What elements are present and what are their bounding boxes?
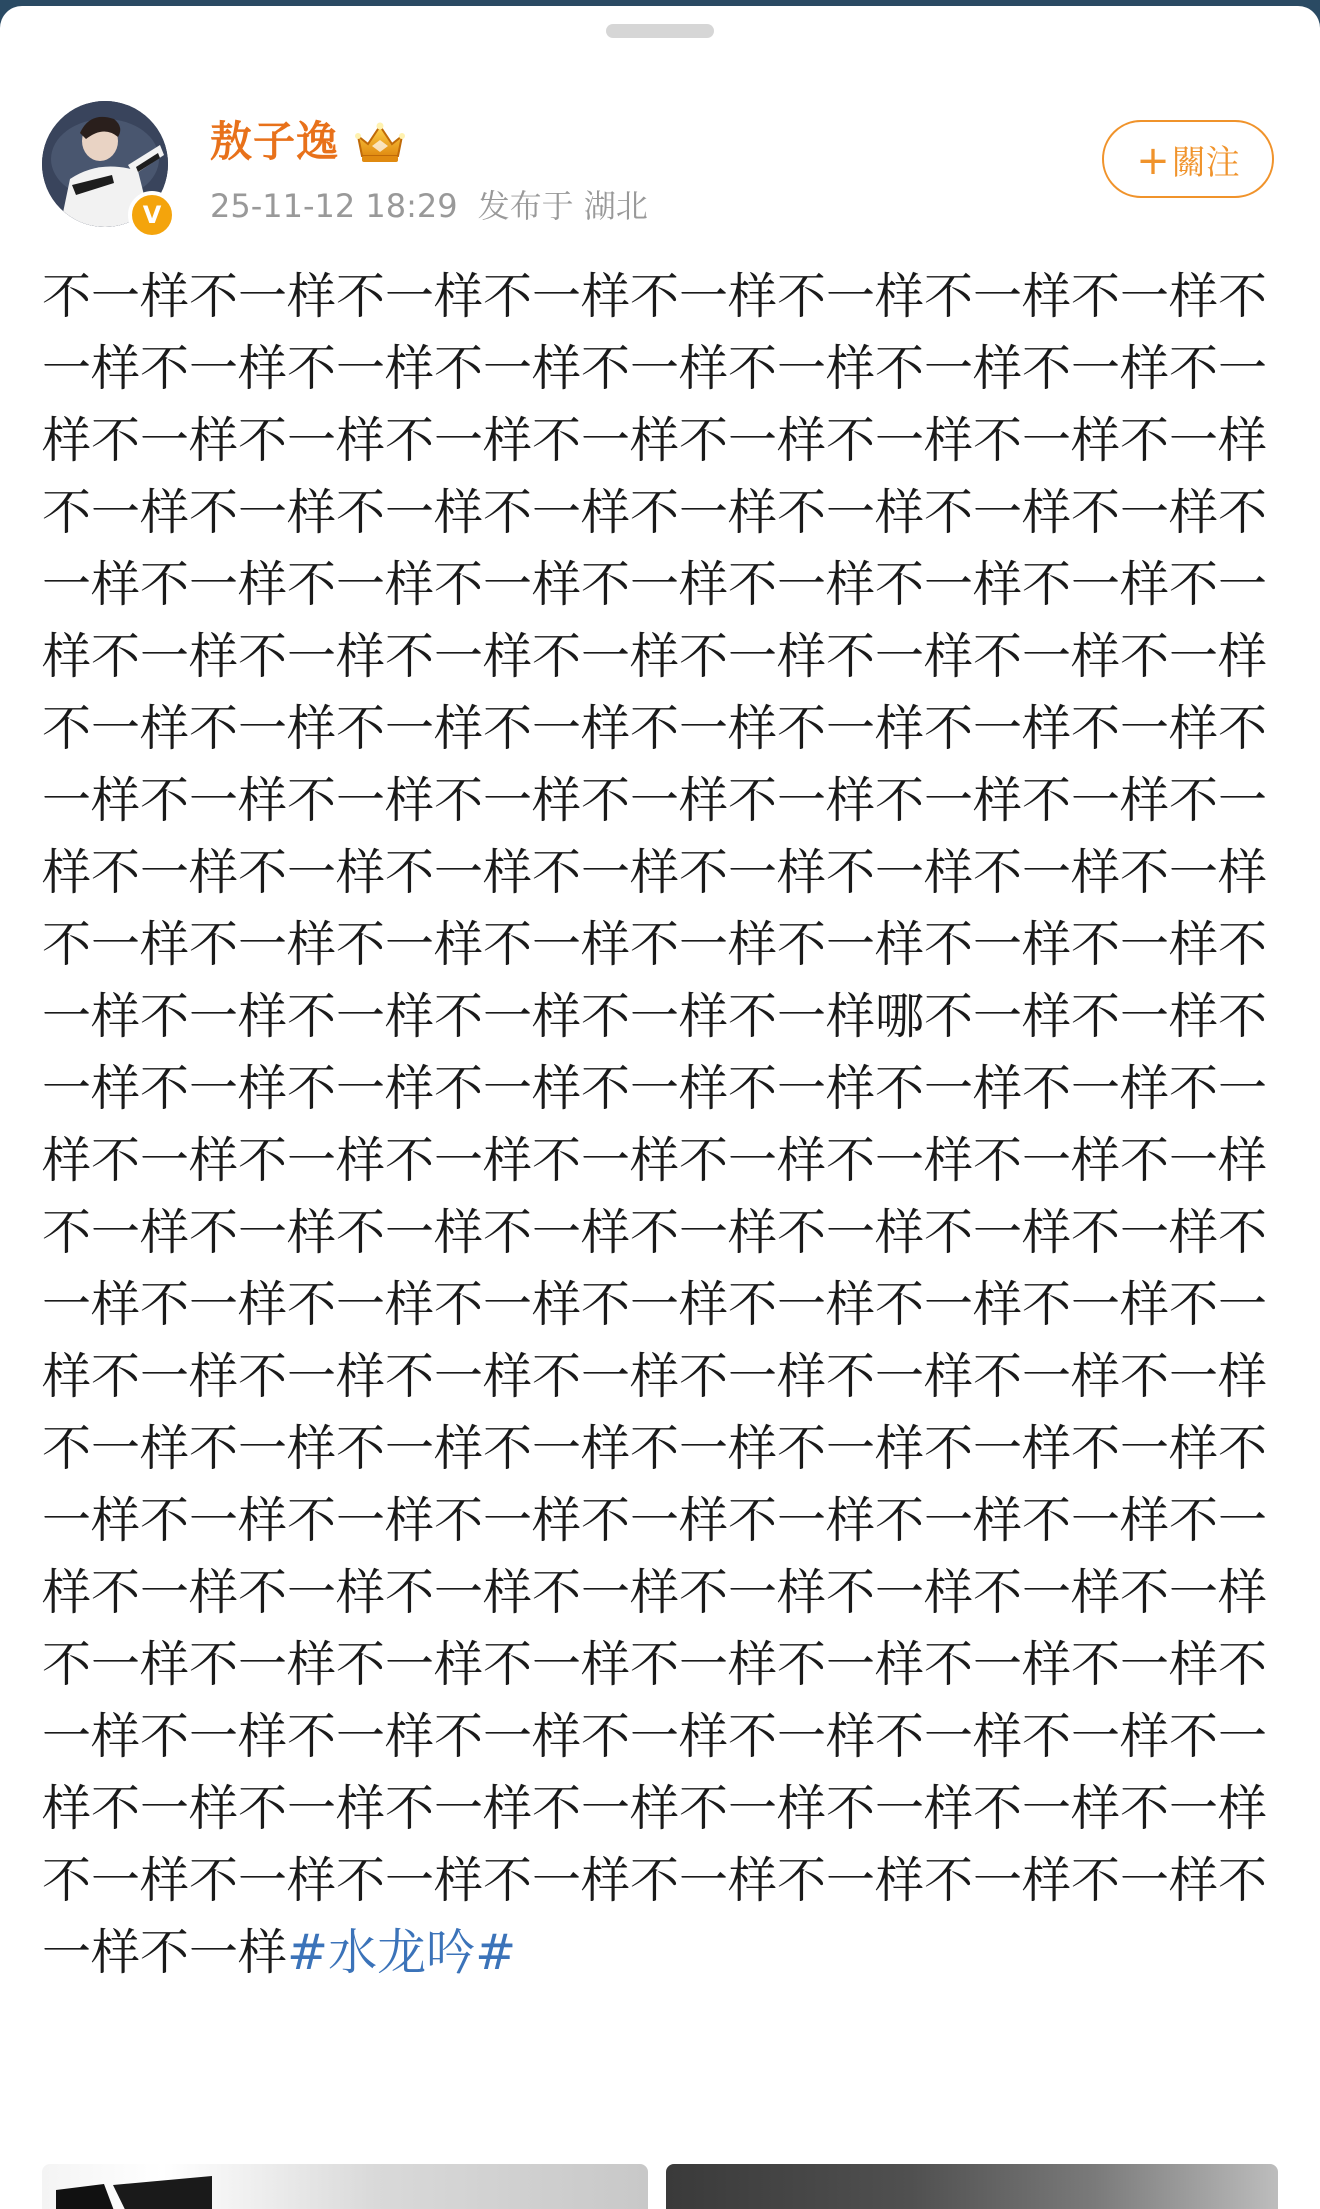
sheet-grabber-handle[interactable] [606, 24, 714, 38]
hashtag-link[interactable]: #水龙吟# [287, 1924, 517, 1981]
verified-badge: V [128, 191, 176, 239]
post-meta [210, 184, 648, 228]
post-body-text: 不一样不一样不一样不一样不一样不一样不一样不一样不一样不一样不一样不一样不一样不一样不一样不一样不一样不一样不一样不一样不一样不一样不一样不一样不一样不一样不一样不一样不一样不一样不一样不一样不一样不一样不一样不一样不一样不一样不一样不一样不一样不一样不一样不一样不一样不一样不一样不一样不一样不一样不一样不一样不一样不一样不一样不一样不一样不一样不一样不一样不一样不一样不一样不一样不一样不一样不一样不一样不一样不一样不一样不一样不一样不一样不一样不一样不一样不一样不一样不一样不一样不一样不一样不一样不一样不一样不一样不一样不一样哪不一样不一样不一样不一样不一样不一样不一样不一样不一样不一样不一样不一样不一样不一样不一样不一样不一样不一样不一样不一样不一样不一样不一样不一样不一样不一样不一样不一样不一样不一样不一样不一样不一样不一样不一样不一样不一样不一样不一样不一样不一样不一样不一样不一样不一样不一样不一样不一样不一样不一样不一样不一样不一样不一样不一样不一样不一样不一样不一样不一样不一样不一样不一样不一样不一样不一样不一样不一样不一样不一样不一样不一样不一样不一样不一样不一样不一样不一样不一样不一样不一样不一样不一样不一样不一样不一样不一样不一样不一样不一样不一样不一样不一样不一样不一样不一样不一样不一样不一样不一样不一样不一样不一样不一样 [42, 268, 1268, 1981]
follow-label: 關注 [1171, 143, 1240, 183]
follow-button[interactable] [1102, 120, 1274, 198]
crown-icon[interactable] [352, 118, 408, 166]
username[interactable]: 敖子逸 [210, 117, 340, 166]
post-sheet [0, 6, 1320, 2209]
post-timestamp: 25-11-12 18:29 [210, 187, 458, 225]
post-body [42, 261, 1268, 1989]
post-location: 发布于 湖北 [477, 187, 648, 225]
image-thumbnail[interactable] [666, 2164, 1278, 2209]
plus-icon: + [1136, 138, 1170, 184]
image-thumbnail[interactable] [42, 2164, 648, 2209]
image-thumbnails [42, 2164, 1278, 2209]
